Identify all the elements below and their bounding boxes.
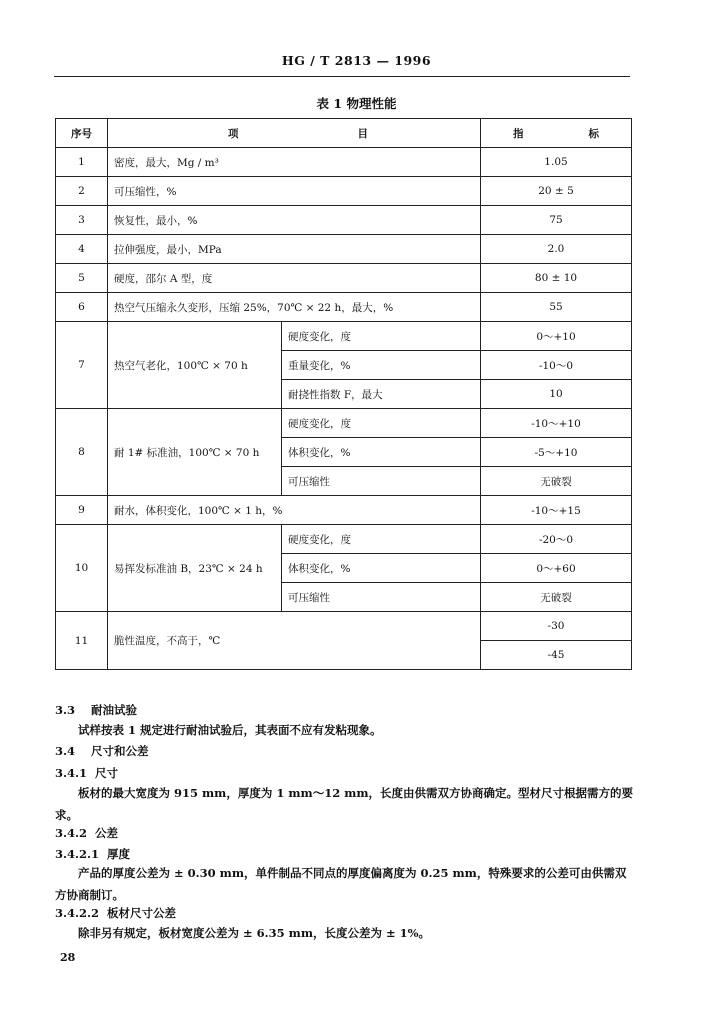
column-header-item-right: 目 bbox=[357, 127, 368, 140]
section-number: 3.4 bbox=[55, 744, 76, 758]
section-3-4-heading bbox=[55, 744, 635, 758]
sub-item-label: 耐挠性指数 F，最大 bbox=[282, 380, 481, 409]
section-3-4-2-heading bbox=[55, 826, 635, 840]
physical-properties-table bbox=[55, 118, 632, 670]
sub-item-value: 0～+10 bbox=[481, 322, 632, 351]
sub-item-value: -10～+10 bbox=[481, 409, 632, 438]
section-3-3-heading bbox=[55, 703, 635, 717]
section-3-4-1-text: 板材的最大宽度为 915 mm，厚度为 1 mm～12 mm，长度由供需双方协商确定。型材尺寸根据需方的要求。 bbox=[55, 786, 634, 822]
row-value: -10～+15 bbox=[481, 496, 632, 525]
row-value: -30 bbox=[481, 612, 632, 641]
row-number: 1 bbox=[56, 148, 108, 177]
row-number: 9 bbox=[56, 496, 108, 525]
table-row bbox=[56, 177, 632, 206]
table-row bbox=[56, 148, 632, 177]
row-number: 4 bbox=[56, 235, 108, 264]
row-item: 硬度，邵尔 A 型，度 bbox=[108, 264, 481, 293]
row-item: 耐 1# 标准油，100℃ × 70 h bbox=[108, 409, 282, 496]
table-row bbox=[56, 264, 632, 293]
row-item: 恢复性，最小，% bbox=[108, 206, 481, 235]
column-header-value-right: 标 bbox=[588, 127, 599, 140]
row-number: 2 bbox=[56, 177, 108, 206]
section-3-4-2-1-heading bbox=[55, 847, 635, 861]
section-3-4-1-heading bbox=[55, 766, 635, 780]
sub-item-value: 10 bbox=[481, 380, 632, 409]
section-3-4-2-2-heading bbox=[55, 906, 635, 920]
row-value: 75 bbox=[481, 206, 632, 235]
sub-item-label: 可压缩性 bbox=[282, 583, 481, 612]
row-number: 5 bbox=[56, 264, 108, 293]
table-row bbox=[56, 409, 632, 438]
row-value: 55 bbox=[481, 293, 632, 322]
sub-item-label: 可压缩性 bbox=[282, 467, 481, 496]
table-row bbox=[56, 206, 632, 235]
section-3-4-2-2-text: 除非另有规定，板材宽度公差为 ± 6.35 mm，长度公差为 ± 1%。 bbox=[78, 926, 431, 940]
sub-item-value: 无破裂 bbox=[481, 467, 632, 496]
sub-item-label: 重量变化，% bbox=[282, 351, 481, 380]
section-title: 尺寸 bbox=[95, 766, 119, 780]
row-value: 20 ± 5 bbox=[481, 177, 632, 206]
row-item: 密度，最大，Mg / m³ bbox=[108, 148, 481, 177]
row-number: 11 bbox=[56, 612, 108, 670]
table-row bbox=[56, 525, 632, 554]
table-row bbox=[56, 322, 632, 351]
section-title: 公差 bbox=[95, 826, 119, 840]
table-title: 表 1 物理性能 bbox=[316, 96, 397, 111]
section-number: 3.3 bbox=[55, 703, 76, 717]
table-row bbox=[56, 235, 632, 264]
sub-item-value: -5～+10 bbox=[481, 438, 632, 467]
sub-item-label: 硬度变化，度 bbox=[282, 322, 481, 351]
page-number: 28 bbox=[60, 951, 76, 964]
table-row bbox=[56, 496, 632, 525]
row-item: 耐水，体积变化，100℃ × 1 h，% bbox=[108, 496, 481, 525]
standard-header: HG / T 2813 — 1996 bbox=[281, 53, 432, 68]
section-3-4-2-1-text: 产品的厚度公差为 ± 0.30 mm，单件制品不同点的厚度偏离度为 0.25 mm，特殊要求的公差可由供需双方协商制订。 bbox=[55, 866, 627, 902]
section-title: 板材尺寸公差 bbox=[107, 906, 177, 920]
row-number: 10 bbox=[56, 525, 108, 612]
row-item: 脆性温度，不高于，℃ bbox=[108, 612, 481, 670]
row-value: 80 ± 10 bbox=[481, 264, 632, 293]
section-number: 3.4.2.1 bbox=[55, 847, 100, 861]
sub-item-value: -20～0 bbox=[481, 525, 632, 554]
section-3-3-text: 试样按表 1 规定进行耐油试验后，其表面不应有发粘现象。 bbox=[78, 723, 382, 737]
sub-item-value: -10～0 bbox=[481, 351, 632, 380]
sub-item-label: 硬度变化，度 bbox=[282, 409, 481, 438]
row-item: 可压缩性，% bbox=[108, 177, 481, 206]
row-item: 易挥发标准油 B，23℃ × 24 h bbox=[108, 525, 282, 612]
section-title: 耐油试验 bbox=[91, 703, 137, 717]
sub-item-label: 硬度变化，度 bbox=[282, 525, 481, 554]
row-value: 2.0 bbox=[481, 235, 632, 264]
sub-item-label: 体积变化，% bbox=[282, 438, 481, 467]
section-number: 3.4.1 bbox=[55, 766, 88, 780]
header-rule bbox=[54, 76, 630, 77]
table-row bbox=[56, 293, 632, 322]
column-header-item bbox=[108, 119, 481, 148]
section-title: 厚度 bbox=[107, 847, 131, 861]
row-number: 3 bbox=[56, 206, 108, 235]
section-number: 3.4.2.2 bbox=[55, 906, 100, 920]
column-header-value bbox=[481, 119, 632, 148]
row-item: 热空气老化，100℃ × 70 h bbox=[108, 322, 282, 409]
row-number: 6 bbox=[56, 293, 108, 322]
sub-item-value: 0～+60 bbox=[481, 554, 632, 583]
section-title: 尺寸和公差 bbox=[91, 744, 149, 758]
sub-item-value: 无破裂 bbox=[481, 583, 632, 612]
column-header-no: 序号 bbox=[56, 119, 108, 148]
row-item: 热空气压缩永久变形，压缩 25%，70℃ × 22 h，最大，% bbox=[108, 293, 481, 322]
row-item: 拉伸强度，最小，MPa bbox=[108, 235, 481, 264]
column-header-value-left: 指 bbox=[513, 127, 524, 140]
row-number: 7 bbox=[56, 322, 108, 409]
table-row bbox=[56, 612, 632, 641]
section-number: 3.4.2 bbox=[55, 826, 88, 840]
row-value: -45 bbox=[481, 641, 632, 670]
column-header-item-left: 项 bbox=[228, 127, 239, 140]
row-number: 8 bbox=[56, 409, 108, 496]
row-value: 1.05 bbox=[481, 148, 632, 177]
table-header-row bbox=[56, 119, 632, 148]
sub-item-label: 体积变化，% bbox=[282, 554, 481, 583]
